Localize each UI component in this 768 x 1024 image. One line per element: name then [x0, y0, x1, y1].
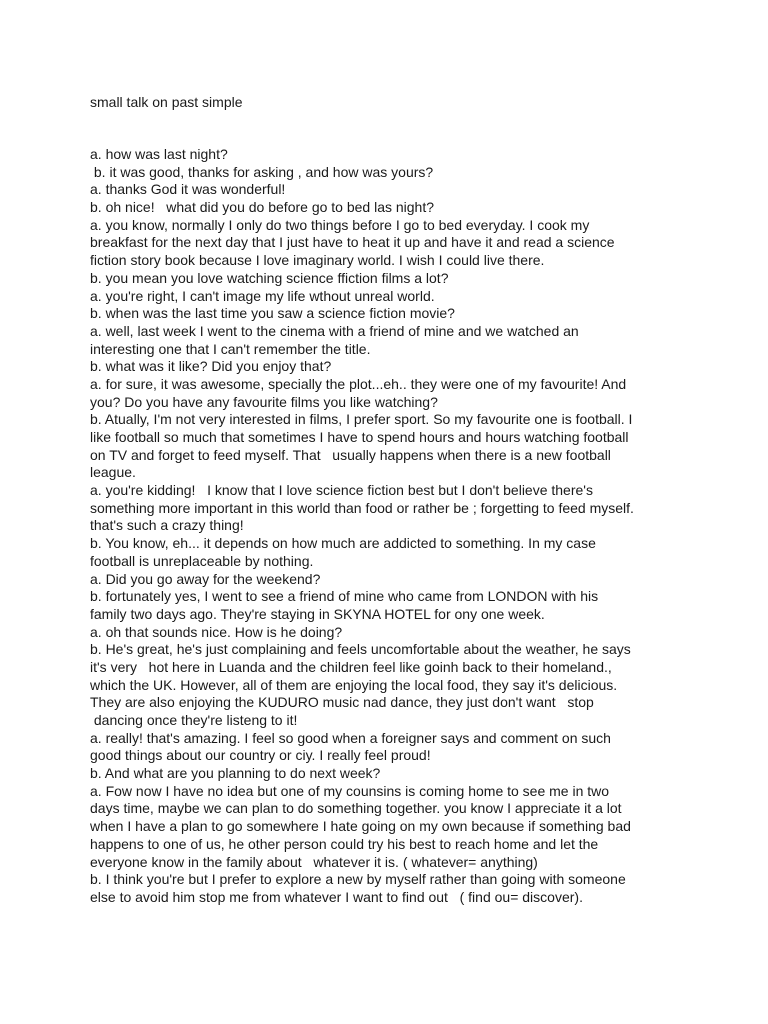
dialogue-line: it's very hot here in Luanda and the children feel like goinh back to their homeland., — [90, 658, 612, 675]
dialogue-body — [90, 146, 686, 907]
dialogue-line: else to avoid him stop me from whatever I want to find out ( find ou= discover). — [90, 888, 583, 905]
dialogue-line: when I have a plan to go somewhere I hate going on my own because if something bad — [90, 818, 631, 835]
dialogue-line: league. — [90, 464, 136, 481]
dialogue-line: good things about our country or ciy. I really feel proud! — [90, 747, 431, 764]
dialogue-line: a. you're kidding! I know that I love science fiction best but I don't believe there's — [90, 482, 593, 499]
dialogue-line: a. Did you go away for the weekend? — [90, 570, 321, 587]
dialogue-line: days time, maybe we can plan to do something together. you know I appreciate it a lot — [90, 800, 622, 817]
dialogue-line: b. fortunately yes, I went to see a friend of mine who came from LONDON with his — [90, 588, 599, 605]
dialogue-line: happens to one of us, he other person could try his best to reach home and let the — [90, 835, 599, 852]
dialogue-line: a. you're right, I can't image my life wthout unreal world. — [90, 287, 435, 304]
dialogue-line: football is unreplaceable by nothing. — [90, 552, 314, 569]
dialogue-line: dancing once they're listeng to it! — [90, 712, 298, 728]
dialogue-line: b. I think you're but I prefer to explore a new by myself rather than going with someone — [90, 871, 626, 888]
dialogue-line: b. when was the last time you saw a science fiction movie? — [90, 305, 455, 322]
dialogue-line: b. You know, eh... it depends on how much are addicted to something. In my case — [90, 535, 596, 552]
dialogue-line: b. And what are you planning to do next week? — [90, 765, 381, 782]
dialogue-line: a. Fow now I have no idea but one of my counsins is coming home to see me in two — [90, 782, 610, 799]
dialogue-line: b. Atually, I'm not very interested in films, I prefer sport. So my favourite one is football. I — [90, 411, 633, 428]
dialogue-line: They are also enjoying the KUDURO music nad dance, they just don't want stop — [90, 694, 594, 711]
dialogue-line: a. you know, normally I only do two things before I go to bed everyday. I cook my — [90, 216, 590, 233]
dialogue-line: something more important in this world than food or rather be ; forgetting to feed myself. — [90, 499, 634, 516]
dialogue-line: everyone know in the family about whatever it is. ( whatever= anything) — [90, 853, 538, 870]
dialogue-line: breakfast for the next day that I just have to heat it up and have it and read a science — [90, 234, 615, 251]
dialogue-line: a. well, last week I went to the cinema with a friend of mine and we watched an — [90, 322, 579, 339]
dialogue-line: fiction story book because I love imaginary world. I wish I could live there. — [90, 252, 545, 269]
dialogue-line: b. what was it like? Did you enjoy that? — [90, 358, 332, 375]
dialogue-line: on TV and forget to feed myself. That usually happens when there is a new football — [90, 446, 611, 463]
dialogue-line: which the UK. However, all of them are enjoying the local food, they say it's delicious. — [90, 676, 618, 693]
dialogue-line: a. really! that's amazing. I feel so good when a foreigner says and comment on such — [90, 729, 611, 746]
dialogue-line: b. it was good, thanks for asking , and how was yours? — [90, 163, 434, 180]
dialogue-line: b. you mean you love watching science ffiction films a lot? — [90, 269, 449, 286]
dialogue-line: you? Do you have any favourite films you like watching? — [90, 393, 438, 410]
dialogue-line: b. He's great, he's just complaining and feels uncomfortable about the weather, he says — [90, 641, 631, 658]
dialogue-line: a. for sure, it was awesome, specially the plot...eh.. they were one of my favourite! And — [90, 375, 627, 392]
dialogue-line: b. oh nice! what did you do before go to bed las night? — [90, 199, 435, 216]
dialogue-line: a. oh that sounds nice. How is he doing? — [90, 623, 343, 640]
document-title: small talk on past simple — [90, 94, 243, 110]
dialogue-line: a. how was last night? — [90, 146, 228, 162]
dialogue-line: that's such a crazy thing! — [90, 517, 244, 534]
dialogue-line: a. thanks God it was wonderful! — [90, 181, 286, 198]
dialogue-line: family two days ago. They're staying in SKYNA HOTEL for ony one week. — [90, 605, 545, 622]
dialogue-line: interesting one that I can't remember the title. — [90, 340, 371, 357]
dialogue-line: like football so much that sometimes I have to spend hours and hours watching football — [90, 429, 629, 445]
